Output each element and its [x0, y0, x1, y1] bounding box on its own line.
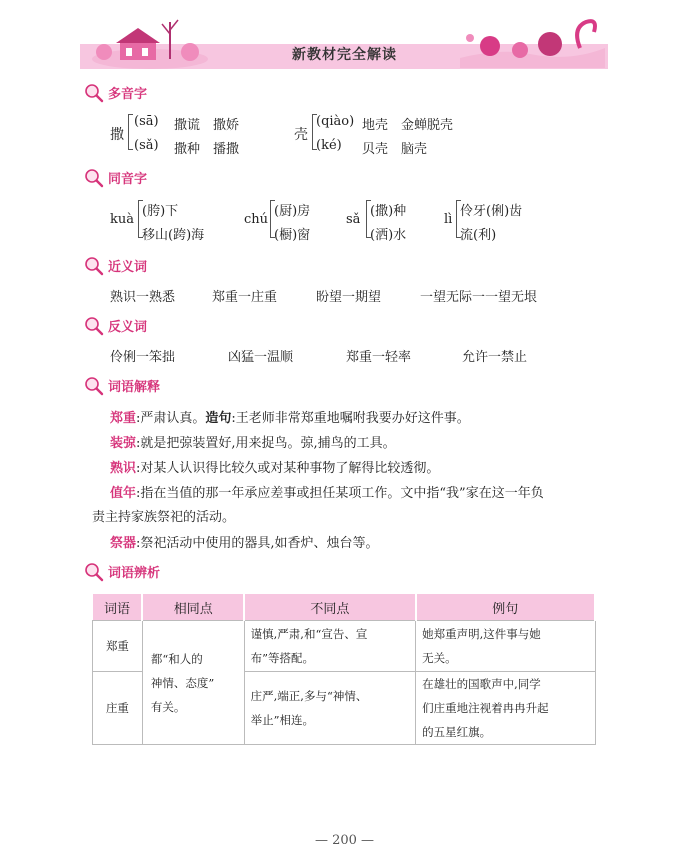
words: 撒种 播撒 — [174, 142, 240, 157]
table-cell-example — [416, 621, 595, 672]
words: 地壳 金蝉脱壳 — [362, 118, 454, 133]
antonym-pair: 凶猛一温顺 — [228, 350, 294, 365]
homophone-word: (洒)水 — [370, 228, 407, 243]
magnifier-icon — [84, 562, 104, 582]
homophone-pinyin: chú — [244, 212, 269, 227]
words: 贝壳 脑壳 — [362, 142, 428, 157]
explain-term: 祭器 — [110, 536, 137, 551]
table-cell-word: 郑重 — [93, 621, 143, 672]
table-cell-same — [142, 621, 244, 745]
explain-text: :就是把弶装置好,用来捉鸟。弶,捕鸟的工具。 — [136, 436, 396, 451]
explain-text: :祭祀活动中使用的器具,如香炉、烛台等。 — [136, 536, 379, 551]
explain-text: :王老师非常郑重地嘱咐我要办好这件事。 — [231, 411, 470, 426]
explain-text: :严肃认真。 — [136, 411, 206, 426]
section-title: 词语辨析 — [108, 566, 161, 581]
synonym-pair: 盼望一期望 — [316, 290, 382, 305]
table-header: 相同点 — [142, 594, 244, 621]
magnifier-icon — [84, 256, 104, 276]
table-row — [93, 621, 596, 672]
cell-line: 都“和人的 — [150, 651, 203, 666]
cell-line: 她郑重声明,这件事与她 — [422, 627, 541, 641]
brace — [128, 114, 133, 150]
cell-line: 庄严,端正,多与“神情、 — [250, 689, 368, 703]
cell-line: 无关。 — [422, 651, 457, 665]
section-title: 反义词 — [108, 320, 148, 335]
magnifier-icon — [84, 83, 104, 103]
cell-line: 在雄壮的国歌声中,同学 — [422, 677, 541, 691]
cell-line: 的五星红旗。 — [422, 725, 492, 739]
poly-char-2: 壳 — [294, 127, 308, 143]
explain-entry — [110, 532, 379, 551]
explain-entry — [110, 407, 470, 426]
homophone-word: (橱)窗 — [274, 228, 311, 243]
table-header: 词语 — [93, 594, 143, 621]
table-header-row — [93, 594, 596, 621]
synonym-pair: 郑重一庄重 — [212, 290, 278, 305]
poly-char-1: 撒 — [110, 127, 124, 143]
pinyin: (ké) — [316, 138, 342, 153]
pinyin: (qiào) — [316, 114, 355, 129]
explain-text: :指在当值的那一年承应差事或担任某项工作。文中指“我”家在这一年负 — [136, 486, 544, 501]
cell-line: 举止”相连。 — [250, 713, 315, 727]
cell-line: 布”等搭配。 — [250, 651, 315, 665]
homophone-pinyin: lì — [444, 212, 453, 227]
table-cell-diff — [244, 672, 415, 745]
explain-text-continued: 责主持家族祭祀的活动。 — [92, 510, 236, 525]
table-cell-diff — [244, 621, 415, 672]
magnifier-icon — [84, 376, 104, 396]
page-header-title: 新教材完全解读 — [292, 47, 397, 63]
explain-term: 郑重 — [110, 411, 137, 426]
synonym-pair: 熟识一熟悉 — [110, 290, 176, 305]
antonym-pair: 允许一禁止 — [462, 350, 528, 365]
explain-term: 值年 — [110, 486, 137, 501]
table-cell-example — [416, 672, 595, 745]
homophone-word: (胯)下 — [142, 204, 179, 219]
explain-entry — [110, 432, 396, 451]
word-analysis-table — [92, 594, 596, 745]
explain-term: 装弶 — [110, 436, 137, 451]
table-cell-word: 庄重 — [93, 672, 143, 745]
magnifier-icon — [84, 168, 104, 188]
synonym-pair: 一望无际一一望无垠 — [420, 290, 538, 305]
homophone-pinyin: sǎ — [346, 212, 361, 227]
explain-entry — [110, 457, 439, 476]
magnifier-icon — [84, 316, 104, 336]
homophone-word: 移山(跨)海 — [142, 228, 205, 243]
cell-line: 有关。 — [150, 699, 186, 714]
homophone-word: (厨)房 — [274, 204, 311, 219]
sentence-label: 造句 — [205, 411, 232, 426]
words: 撒谎 撒娇 — [174, 118, 240, 133]
section-title: 近义词 — [108, 260, 148, 275]
explain-term: 熟识 — [110, 461, 137, 476]
table-header: 不同点 — [244, 594, 415, 621]
cell-line: 神情、态度” — [150, 675, 215, 690]
homophone-word: (撒)种 — [370, 204, 407, 219]
section-title: 同音字 — [108, 172, 148, 187]
section-title: 多音字 — [108, 87, 148, 102]
cell-line: 们庄重地注视着冉冉升起 — [422, 701, 549, 715]
section-title: 词语解释 — [108, 380, 161, 395]
table-header: 例句 — [416, 594, 595, 621]
cell-line: 谨慎,严肃,和“宣告、宣 — [250, 627, 368, 641]
homophone-pinyin: kuà — [110, 212, 135, 227]
page-number: — 200 — — [314, 833, 375, 848]
pinyin: (sǎ) — [134, 138, 159, 153]
pinyin: (sā) — [134, 114, 159, 129]
antonym-pair: 伶俐一笨拙 — [110, 350, 176, 365]
explain-text: :对某人认识得比较久或对某种事物了解得比较透彻。 — [136, 461, 440, 476]
homophone-word: 伶牙(俐)齿 — [460, 204, 523, 219]
explain-entry — [110, 482, 544, 501]
homophone-word: 流(利) — [460, 228, 497, 243]
antonym-pair: 郑重一轻率 — [346, 350, 412, 365]
